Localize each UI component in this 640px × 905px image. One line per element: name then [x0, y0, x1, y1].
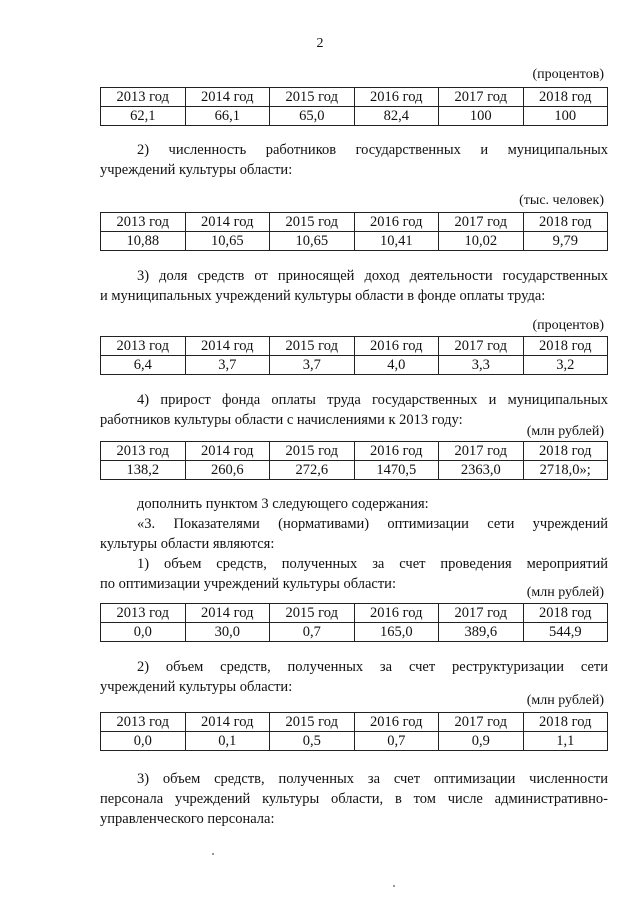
paragraph-2-line-2: учреждений культуры области: [100, 162, 293, 178]
table-4-unit: (млн рублей) [526, 424, 604, 439]
value-cell: 62,1 [101, 107, 186, 126]
table-row [101, 356, 608, 375]
value-cell: 0,7 [354, 732, 439, 751]
table-header-row [101, 213, 608, 232]
value-cell: 1,1 [523, 732, 608, 751]
header-cell: 2018 год [523, 213, 608, 232]
value-cell: 0,9 [439, 732, 524, 751]
table-6-unit: (млн рублей) [526, 693, 604, 708]
value-cell: 389,6 [439, 623, 524, 642]
header-cell: 2016 год [354, 604, 439, 623]
header-cell: 2017 год [439, 88, 524, 107]
value-cell: 10,02 [439, 232, 524, 251]
item-2-line-1: 2) объем средств, полученных за счет реструктуризации сети [137, 659, 608, 675]
value-cell: 260,6 [185, 461, 270, 480]
header-cell: 2016 год [354, 88, 439, 107]
header-cell: 2014 год [185, 337, 270, 356]
item-1-line-1: 1) объем средств, полученных за счет проведения мероприятий [137, 556, 608, 572]
header-cell: 2014 год [185, 213, 270, 232]
section-3-line-1: «3. Показателями (нормативами) оптимизации сети учреждений [137, 516, 608, 532]
item-3-line-1: 3) объем средств, полученных за счет оптимизации численности [137, 771, 608, 787]
header-cell: 2013 год [101, 213, 186, 232]
value-cell: 3,7 [270, 356, 355, 375]
table-header-row [101, 88, 608, 107]
header-cell: 2014 год [185, 713, 270, 732]
scan-speck [212, 853, 214, 855]
header-cell: 2015 год [270, 442, 355, 461]
header-cell: 2013 год [101, 713, 186, 732]
value-cell: 100 [523, 107, 608, 126]
header-cell: 2017 год [439, 213, 524, 232]
value-cell: 2363,0 [439, 461, 524, 480]
header-cell: 2018 год [523, 442, 608, 461]
page-number: 2 [316, 36, 324, 51]
header-cell: 2018 год [523, 604, 608, 623]
header-cell: 2015 год [270, 713, 355, 732]
header-cell: 2016 год [354, 213, 439, 232]
value-cell: 165,0 [354, 623, 439, 642]
header-cell: 2018 год [523, 88, 608, 107]
value-cell: 3,3 [439, 356, 524, 375]
table-row [101, 732, 608, 751]
header-cell: 2017 год [439, 604, 524, 623]
value-cell: 1470,5 [354, 461, 439, 480]
header-cell: 2017 год [439, 713, 524, 732]
item-1-line-2: по оптимизации учреждений культуры области: [100, 576, 396, 592]
header-cell: 2014 год [185, 604, 270, 623]
table-header-row [101, 337, 608, 356]
table-3-unit: (процентов) [532, 318, 604, 333]
header-cell: 2013 год [101, 88, 186, 107]
table-3 [100, 336, 608, 375]
table-header-row [101, 713, 608, 732]
header-cell: 2015 год [270, 88, 355, 107]
header-cell: 2018 год [523, 713, 608, 732]
table-2-unit: (тыс. человек) [519, 193, 604, 208]
value-cell: 9,79 [523, 232, 608, 251]
header-cell: 2016 год [354, 442, 439, 461]
table-5 [100, 603, 608, 642]
table-1 [100, 87, 608, 126]
section-3-line-2: культуры области являются: [100, 536, 275, 552]
value-cell: 65,0 [270, 107, 355, 126]
table-header-row [101, 604, 608, 623]
value-cell: 0,7 [270, 623, 355, 642]
table-5-unit: (млн рублей) [526, 585, 604, 600]
header-cell: 2016 год [354, 713, 439, 732]
value-cell: 100 [439, 107, 524, 126]
header-cell: 2018 год [523, 337, 608, 356]
value-cell: 10,88 [101, 232, 186, 251]
paragraph-4-line-1: 4) прирост фонда оплаты труда государственных и муниципальных [137, 392, 608, 408]
item-3-line-2: персонала учреждений культуры области, в том числе административно- [100, 791, 608, 807]
value-cell: 0,5 [270, 732, 355, 751]
value-cell: 10,65 [185, 232, 270, 251]
value-cell: 30,0 [185, 623, 270, 642]
table-4 [100, 441, 608, 480]
value-cell: 66,1 [185, 107, 270, 126]
value-cell: 0,0 [101, 623, 186, 642]
header-cell: 2013 год [101, 442, 186, 461]
value-cell: 544,9 [523, 623, 608, 642]
table-row [101, 232, 608, 251]
header-cell: 2013 год [101, 337, 186, 356]
header-cell: 2015 год [270, 604, 355, 623]
scan-speck [393, 885, 395, 887]
value-cell: 0,1 [185, 732, 270, 751]
item-2-line-2: учреждений культуры области: [100, 679, 293, 695]
value-cell: 82,4 [354, 107, 439, 126]
paragraph-3-line-1: 3) доля средств от приносящей доход деятельности государственных [137, 268, 608, 284]
table-2 [100, 212, 608, 251]
table-1-unit: (процентов) [532, 67, 604, 82]
value-cell: 6,4 [101, 356, 186, 375]
table-header-row [101, 442, 608, 461]
amendment-intro: дополнить пунктом 3 следующего содержания: [137, 496, 429, 512]
table-row [101, 461, 608, 480]
value-cell: 3,7 [185, 356, 270, 375]
header-cell: 2015 год [270, 337, 355, 356]
value-cell: 2718,0»; [523, 461, 608, 480]
header-cell: 2013 год [101, 604, 186, 623]
value-cell: 10,65 [270, 232, 355, 251]
value-cell: 138,2 [101, 461, 186, 480]
paragraph-4-line-2: работников культуры области с начислениями к 2013 году: [100, 412, 463, 428]
table-row [101, 107, 608, 126]
header-cell: 2014 год [185, 88, 270, 107]
value-cell: 0,0 [101, 732, 186, 751]
table-row [101, 623, 608, 642]
value-cell: 3,2 [523, 356, 608, 375]
value-cell: 272,6 [270, 461, 355, 480]
table-6 [100, 712, 608, 751]
header-cell: 2014 год [185, 442, 270, 461]
paragraph-3-line-2: и муниципальных учреждений культуры области в фонде оплаты труда: [100, 288, 546, 304]
value-cell: 10,41 [354, 232, 439, 251]
header-cell: 2016 год [354, 337, 439, 356]
item-3-line-3: управленческого персонала: [100, 811, 275, 827]
value-cell: 4,0 [354, 356, 439, 375]
header-cell: 2017 год [439, 442, 524, 461]
paragraph-2-line-1: 2) численность работников государственных и муниципальных [137, 142, 608, 158]
header-cell: 2015 год [270, 213, 355, 232]
header-cell: 2017 год [439, 337, 524, 356]
